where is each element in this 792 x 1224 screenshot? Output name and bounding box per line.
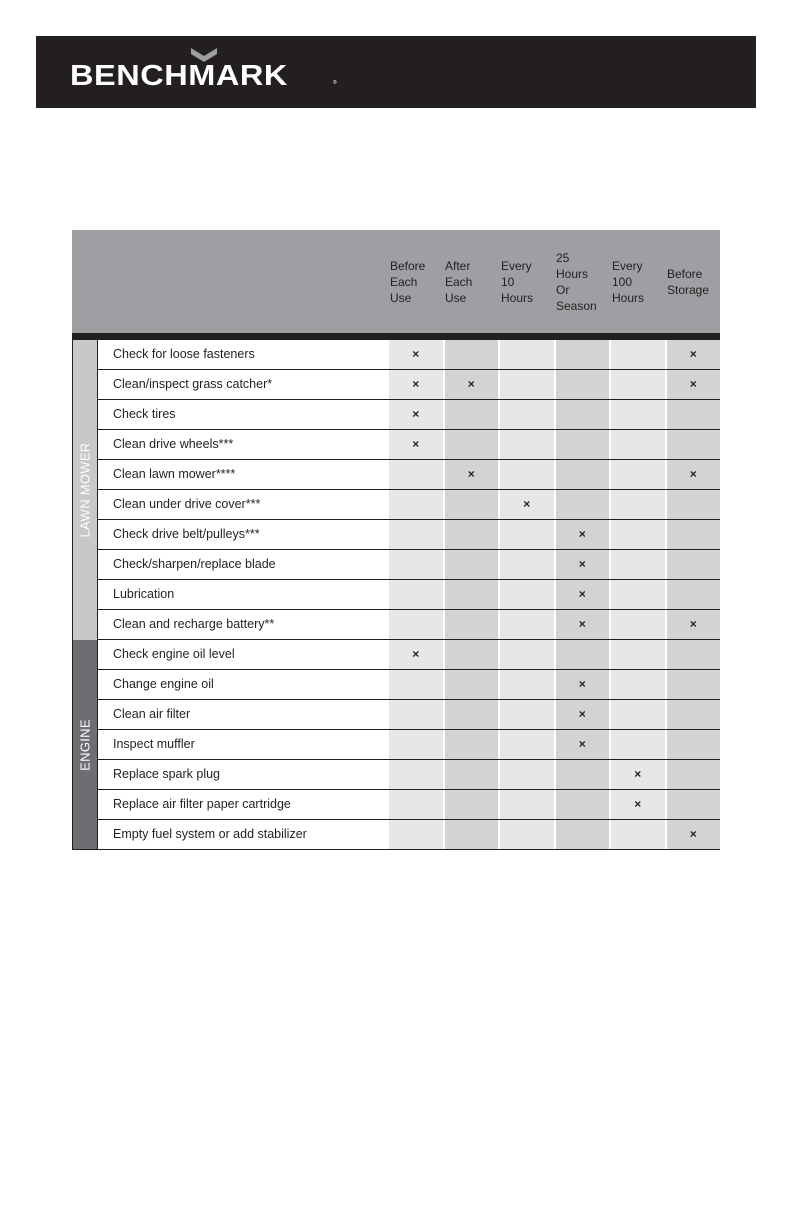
task-label: Clean air filter bbox=[98, 700, 387, 729]
table-row bbox=[98, 370, 720, 400]
schedule-cell bbox=[387, 460, 443, 489]
schedule-cell bbox=[498, 700, 554, 729]
check-mark-icon: × bbox=[412, 377, 420, 391]
task-label: Clean under drive cover*** bbox=[98, 490, 387, 519]
task-label: Inspect muffler bbox=[98, 730, 387, 759]
schedule-cell bbox=[609, 700, 665, 729]
table-body bbox=[72, 340, 720, 850]
schedule-cell bbox=[498, 790, 554, 819]
schedule-cell bbox=[443, 640, 499, 669]
schedule-cell bbox=[665, 340, 721, 369]
task-label: Check/sharpen/replace blade bbox=[98, 550, 387, 579]
table-row bbox=[98, 460, 720, 490]
table-row bbox=[98, 610, 720, 640]
check-mark-icon: × bbox=[523, 497, 531, 511]
schedule-cell bbox=[665, 730, 721, 759]
task-label: Lubrication bbox=[98, 580, 387, 609]
table-row bbox=[98, 670, 720, 700]
schedule-cell bbox=[665, 370, 721, 399]
schedule-cell bbox=[554, 520, 610, 549]
schedule-cell bbox=[554, 430, 610, 459]
schedule-cell bbox=[665, 760, 721, 789]
schedule-cell bbox=[498, 610, 554, 639]
section-label bbox=[73, 340, 98, 640]
check-mark-icon: × bbox=[689, 617, 697, 631]
schedule-cell bbox=[498, 730, 554, 759]
schedule-cell bbox=[609, 820, 665, 849]
table-row bbox=[98, 550, 720, 580]
schedule-cell bbox=[665, 640, 721, 669]
schedule-cell bbox=[443, 730, 499, 759]
schedule-cell bbox=[443, 400, 499, 429]
schedule-cell bbox=[554, 490, 610, 519]
table-section bbox=[73, 640, 719, 849]
section-label-text: LAWN MOWER bbox=[77, 442, 93, 538]
schedule-cell bbox=[554, 820, 610, 849]
schedule-cell bbox=[554, 460, 610, 489]
schedule-cell bbox=[387, 490, 443, 519]
table-row bbox=[98, 640, 720, 670]
table-row bbox=[98, 340, 720, 370]
table-row bbox=[98, 790, 720, 820]
schedule-cell bbox=[498, 430, 554, 459]
schedule-cell bbox=[609, 490, 665, 519]
schedule-cell bbox=[387, 640, 443, 669]
schedule-cell bbox=[609, 580, 665, 609]
schedule-cell bbox=[609, 430, 665, 459]
schedule-cell bbox=[554, 790, 610, 819]
schedule-cell bbox=[443, 760, 499, 789]
table-row bbox=[98, 700, 720, 730]
table-row bbox=[98, 400, 720, 430]
schedule-cell bbox=[443, 790, 499, 819]
schedule-cell bbox=[665, 790, 721, 819]
schedule-cell bbox=[609, 790, 665, 819]
task-label: Replace air filter paper cartridge bbox=[98, 790, 387, 819]
check-mark-icon: × bbox=[578, 737, 586, 751]
column-header: Before Each Use bbox=[390, 258, 426, 305]
check-mark-icon: × bbox=[578, 677, 586, 691]
schedule-cell bbox=[609, 550, 665, 579]
task-label: Check for loose fasteners bbox=[98, 340, 387, 369]
schedule-cell bbox=[665, 460, 721, 489]
column-header: 25 Hours Or Season bbox=[556, 250, 597, 313]
check-mark-icon: × bbox=[412, 437, 420, 451]
schedule-cell bbox=[387, 550, 443, 579]
schedule-cell bbox=[498, 400, 554, 429]
schedule-cell bbox=[387, 790, 443, 819]
brand-name: BENCHMARK bbox=[70, 60, 288, 92]
schedule-cell bbox=[498, 460, 554, 489]
schedule-cell bbox=[387, 340, 443, 369]
schedule-cell bbox=[665, 670, 721, 699]
check-mark-icon: × bbox=[578, 707, 586, 721]
task-label: Check tires bbox=[98, 400, 387, 429]
task-label: Clean/inspect grass catcher* bbox=[98, 370, 387, 399]
task-label: Replace spark plug bbox=[98, 760, 387, 789]
schedule-cell bbox=[665, 520, 721, 549]
table-row bbox=[98, 520, 720, 550]
schedule-cell bbox=[609, 730, 665, 759]
table-header bbox=[72, 230, 720, 340]
schedule-cell bbox=[665, 580, 721, 609]
schedule-cell bbox=[554, 550, 610, 579]
table-row bbox=[98, 490, 720, 520]
schedule-cell bbox=[665, 430, 721, 459]
section-label-text: ENGINE bbox=[77, 718, 93, 771]
check-mark-icon: × bbox=[578, 587, 586, 601]
schedule-cell bbox=[609, 760, 665, 789]
brand-header bbox=[36, 36, 756, 108]
check-mark-icon: × bbox=[634, 767, 642, 781]
schedule-cell bbox=[443, 430, 499, 459]
task-label: Change engine oil bbox=[98, 670, 387, 699]
task-label: Clean drive wheels*** bbox=[98, 430, 387, 459]
column-header: After Each Use bbox=[445, 258, 473, 305]
schedule-cell bbox=[443, 520, 499, 549]
table-row bbox=[98, 730, 720, 760]
schedule-cell bbox=[498, 370, 554, 399]
check-mark-icon: × bbox=[412, 647, 420, 661]
schedule-cell bbox=[443, 550, 499, 579]
table-row bbox=[98, 820, 720, 849]
task-label: Clean lawn mower**** bbox=[98, 460, 387, 489]
schedule-cell bbox=[554, 760, 610, 789]
schedule-cell bbox=[387, 430, 443, 459]
column-header: Every 100 Hours bbox=[612, 258, 645, 305]
maintenance-table bbox=[72, 230, 720, 850]
schedule-cell bbox=[609, 400, 665, 429]
check-mark-icon: × bbox=[634, 797, 642, 811]
check-mark-icon: × bbox=[412, 347, 420, 361]
schedule-cell bbox=[443, 610, 499, 639]
brand-reg-mark: ® bbox=[333, 80, 337, 86]
schedule-cell bbox=[498, 640, 554, 669]
check-mark-icon: × bbox=[689, 467, 697, 481]
schedule-cell bbox=[387, 520, 443, 549]
schedule-cell bbox=[498, 550, 554, 579]
schedule-cell bbox=[443, 340, 499, 369]
check-mark-icon: × bbox=[689, 347, 697, 361]
schedule-cell bbox=[443, 700, 499, 729]
schedule-cell bbox=[443, 820, 499, 849]
schedule-cell bbox=[554, 700, 610, 729]
schedule-cell bbox=[609, 670, 665, 699]
column-header: Before Storage bbox=[667, 266, 710, 297]
schedule-cell bbox=[554, 400, 610, 429]
schedule-cell bbox=[665, 820, 721, 849]
schedule-cell bbox=[387, 580, 443, 609]
table-row bbox=[98, 580, 720, 610]
schedule-cell bbox=[443, 490, 499, 519]
schedule-cell bbox=[498, 760, 554, 789]
check-mark-icon: × bbox=[689, 377, 697, 391]
check-mark-icon: × bbox=[467, 467, 475, 481]
schedule-cell bbox=[387, 730, 443, 759]
schedule-cell bbox=[609, 640, 665, 669]
schedule-cell bbox=[554, 640, 610, 669]
task-label: Clean and recharge battery** bbox=[98, 610, 387, 639]
schedule-cell bbox=[443, 460, 499, 489]
schedule-cell bbox=[609, 370, 665, 399]
column-header: Every 10 Hours bbox=[501, 258, 534, 305]
schedule-cell bbox=[554, 730, 610, 759]
schedule-cell bbox=[554, 580, 610, 609]
schedule-cell bbox=[554, 670, 610, 699]
schedule-cell bbox=[665, 550, 721, 579]
check-mark-icon: × bbox=[412, 407, 420, 421]
check-mark-icon: × bbox=[578, 527, 586, 541]
schedule-cell bbox=[443, 580, 499, 609]
check-mark-icon: × bbox=[578, 557, 586, 571]
task-label: Check drive belt/pulleys*** bbox=[98, 520, 387, 549]
schedule-cell bbox=[665, 490, 721, 519]
section-label bbox=[73, 640, 98, 849]
check-mark-icon: × bbox=[467, 377, 475, 391]
check-mark-icon: × bbox=[689, 827, 697, 841]
schedule-cell bbox=[498, 820, 554, 849]
task-label: Check engine oil level bbox=[98, 640, 387, 669]
schedule-cell bbox=[387, 820, 443, 849]
schedule-cell bbox=[387, 370, 443, 399]
schedule-cell bbox=[498, 670, 554, 699]
table-section bbox=[73, 340, 719, 640]
check-mark-icon: × bbox=[578, 617, 586, 631]
schedule-cell bbox=[609, 340, 665, 369]
schedule-cell bbox=[665, 700, 721, 729]
schedule-cell bbox=[498, 580, 554, 609]
schedule-cell bbox=[554, 370, 610, 399]
schedule-cell bbox=[443, 670, 499, 699]
task-label: Empty fuel system or add stabilizer bbox=[98, 820, 387, 849]
table-row bbox=[98, 430, 720, 460]
schedule-cell bbox=[665, 610, 721, 639]
schedule-cell bbox=[387, 670, 443, 699]
schedule-cell bbox=[609, 610, 665, 639]
schedule-cell bbox=[443, 370, 499, 399]
schedule-cell bbox=[387, 700, 443, 729]
schedule-cell bbox=[498, 490, 554, 519]
schedule-cell bbox=[554, 340, 610, 369]
table-row bbox=[98, 760, 720, 790]
schedule-cell bbox=[554, 610, 610, 639]
schedule-cell bbox=[387, 610, 443, 639]
schedule-cell bbox=[387, 760, 443, 789]
schedule-cell bbox=[665, 400, 721, 429]
schedule-cell bbox=[609, 520, 665, 549]
schedule-cell bbox=[498, 340, 554, 369]
schedule-cell bbox=[387, 400, 443, 429]
schedule-cell bbox=[609, 460, 665, 489]
schedule-cell bbox=[498, 520, 554, 549]
